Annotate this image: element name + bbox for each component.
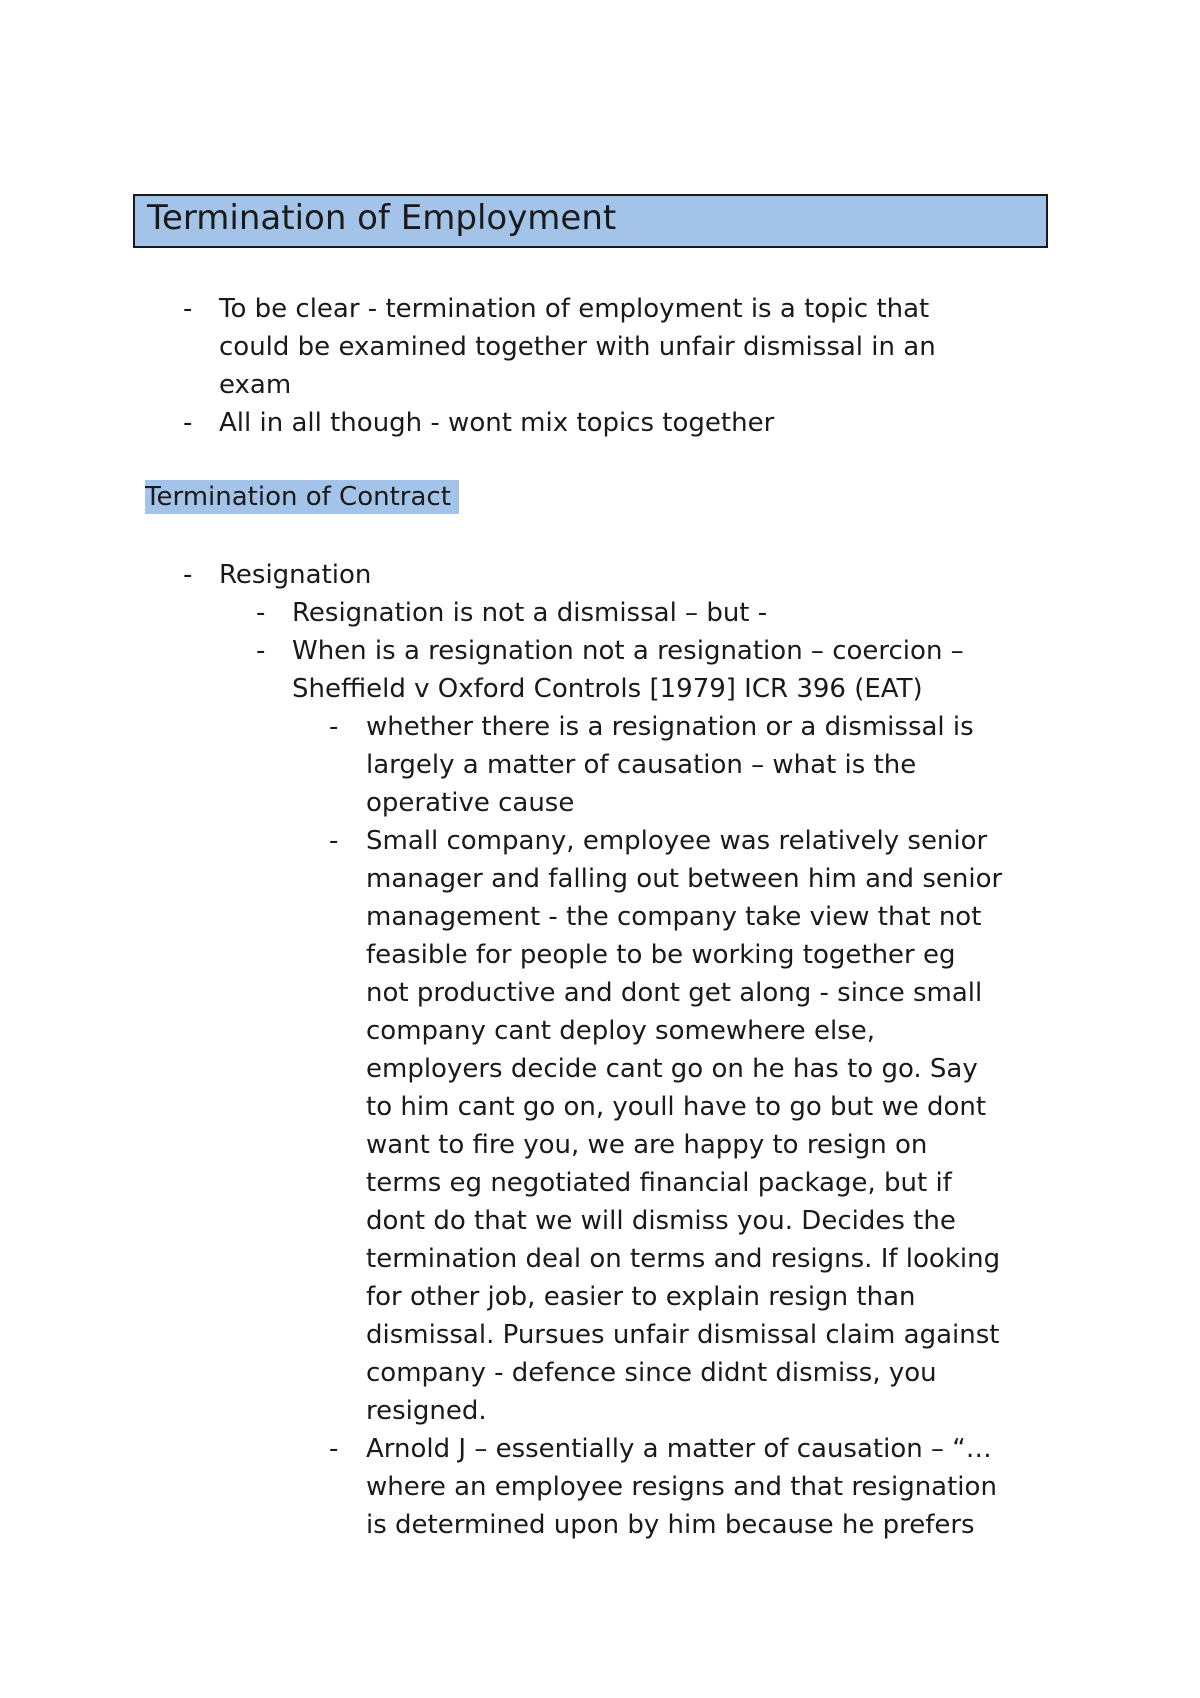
facts-bullet-line-12: termination deal on terms and resigns. If looking — [366, 1244, 1001, 1274]
facts-bullet-line-15: company - defence since didnt dismiss, you — [366, 1358, 937, 1388]
causation-bullet-line-1: whether there is a resignation or a dismissal is — [366, 712, 974, 742]
facts-bullet-line-6: company cant deploy somewhere else, — [366, 1016, 875, 1046]
causation-bullet-line-3: operative cause — [366, 788, 575, 818]
bullet-dash: - — [256, 598, 266, 628]
arnold-bullet-line-2: where an employee resigns and that resignation — [366, 1472, 997, 1502]
intro-bullet-1-line-2: could be examined together with unfair dismissal in an — [219, 332, 936, 362]
facts-bullet-line-10: terms eg negotiated financial package, but if — [366, 1168, 952, 1198]
intro-bullet-2-line-1: All in all though - wont mix topics together — [219, 408, 775, 438]
resignation-sub-2-line-2: Sheffield v Oxford Controls [1979] ICR 396 (EAT) — [292, 674, 923, 704]
facts-bullet-line-14: dismissal. Pursues unfair dismissal claim against — [366, 1320, 1000, 1350]
bullet-dash: - — [183, 408, 193, 438]
facts-bullet-line-7: employers decide cant go on he has to go. Say — [366, 1054, 978, 1084]
bullet-dash: - — [329, 826, 339, 856]
facts-bullet-line-2: manager and falling out between him and senior — [366, 864, 1003, 894]
bullet-dash: - — [183, 294, 193, 324]
causation-bullet-line-2: largely a matter of causation – what is the — [366, 750, 917, 780]
section-heading: Termination of Contract — [145, 480, 459, 514]
facts-bullet-line-4: feasible for people to be working together eg — [366, 940, 956, 970]
facts-bullet-line-3: management - the company take view that not — [366, 902, 982, 932]
resignation-label: Resignation — [219, 560, 372, 590]
facts-bullet-line-1: Small company, employee was relatively senior — [366, 826, 988, 856]
arnold-bullet-line-1: Arnold J – essentially a matter of causation – “… — [366, 1434, 992, 1464]
facts-bullet-line-5: not productive and dont get along - since small — [366, 978, 983, 1008]
facts-bullet-line-8: to him cant go on, youll have to go but we dont — [366, 1092, 987, 1122]
intro-bullet-1-line-3: exam — [219, 370, 292, 400]
title-box — [133, 194, 1048, 248]
facts-bullet-line-9: want to fire you, we are happy to resign on — [366, 1130, 928, 1160]
intro-bullet-1-line-1: To be clear - termination of employment is a topic that — [219, 294, 930, 324]
resignation-sub-1-line-1: Resignation is not a dismissal – but - — [292, 598, 768, 628]
bullet-dash: - — [256, 636, 266, 666]
bullet-dash: - — [329, 712, 339, 742]
bullet-dash: - — [329, 1434, 339, 1464]
arnold-bullet-line-3: is determined upon by him because he prefers — [366, 1510, 975, 1540]
resignation-sub-2-line-1: When is a resignation not a resignation – coercion – — [292, 636, 964, 666]
facts-bullet-line-16: resigned. — [366, 1396, 487, 1426]
page-title: Termination of Employment — [147, 198, 617, 238]
bullet-dash: - — [183, 560, 193, 590]
facts-bullet-line-11: dont do that we will dismiss you. Decides the — [366, 1206, 956, 1236]
facts-bullet-line-13: for other job, easier to explain resign than — [366, 1282, 916, 1312]
